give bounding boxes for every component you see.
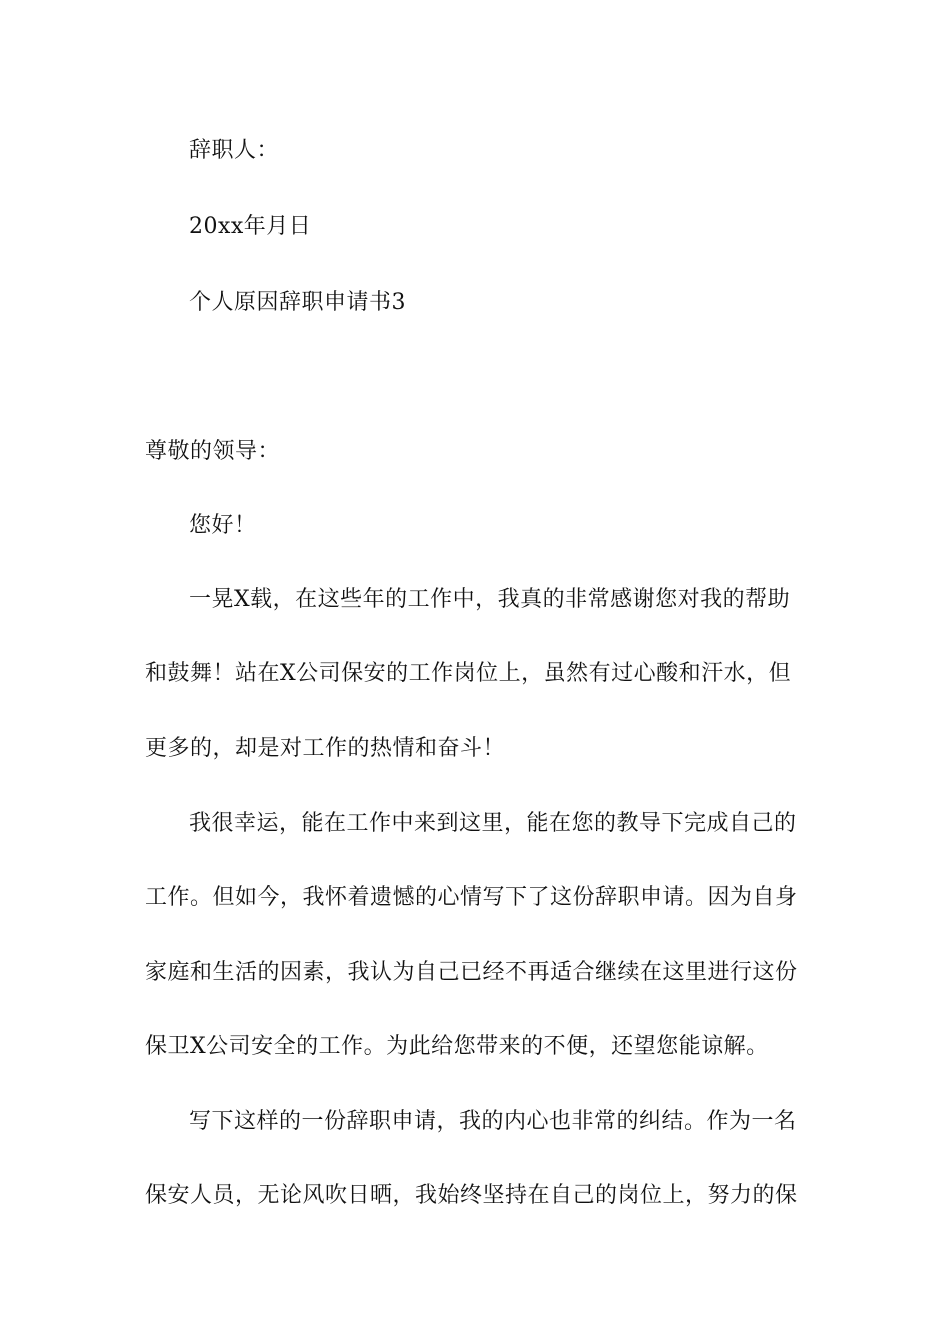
signature-label: 辞职人：: [189, 138, 280, 163]
paragraph-line: 和鼓舞！站在X公司保安的工作岗位上，虽然有过心酸和汗水，但: [145, 661, 792, 686]
greeting: 您好！: [189, 513, 257, 538]
paragraph-line: 更多的，却是对工作的热情和奋斗！: [145, 736, 506, 761]
paragraph-line: 我很幸运，能在工作中来到这里，能在您的教导下完成自己的: [189, 811, 797, 836]
paragraph-line: 一晃X载，在这些年的工作中，我真的非常感谢您对我的帮助: [189, 587, 791, 612]
paragraph-line: 保安人员，无论风吹日晒，我始终坚持在自己的岗位上，努力的保: [145, 1183, 798, 1208]
paragraph-line: 写下这样的一份辞职申请，我的内心也非常的纠结。作为一名: [189, 1109, 797, 1134]
section-title: 个人原因辞职申请书3: [189, 290, 406, 315]
paragraph-line: 家庭和生活的因素，我认为自己已经不再适合继续在这里进行这份: [145, 960, 798, 985]
salutation: 尊敬的领导：: [145, 439, 281, 464]
paragraph-line: 工作。但如今，我怀着遗憾的心情写下了这份辞职申请。因为自身: [145, 885, 798, 910]
date-line: 20xx年月日: [189, 214, 312, 239]
paragraph-line: 保卫X公司安全的工作。为此给您带来的不便，还望您能谅解。: [145, 1034, 769, 1059]
